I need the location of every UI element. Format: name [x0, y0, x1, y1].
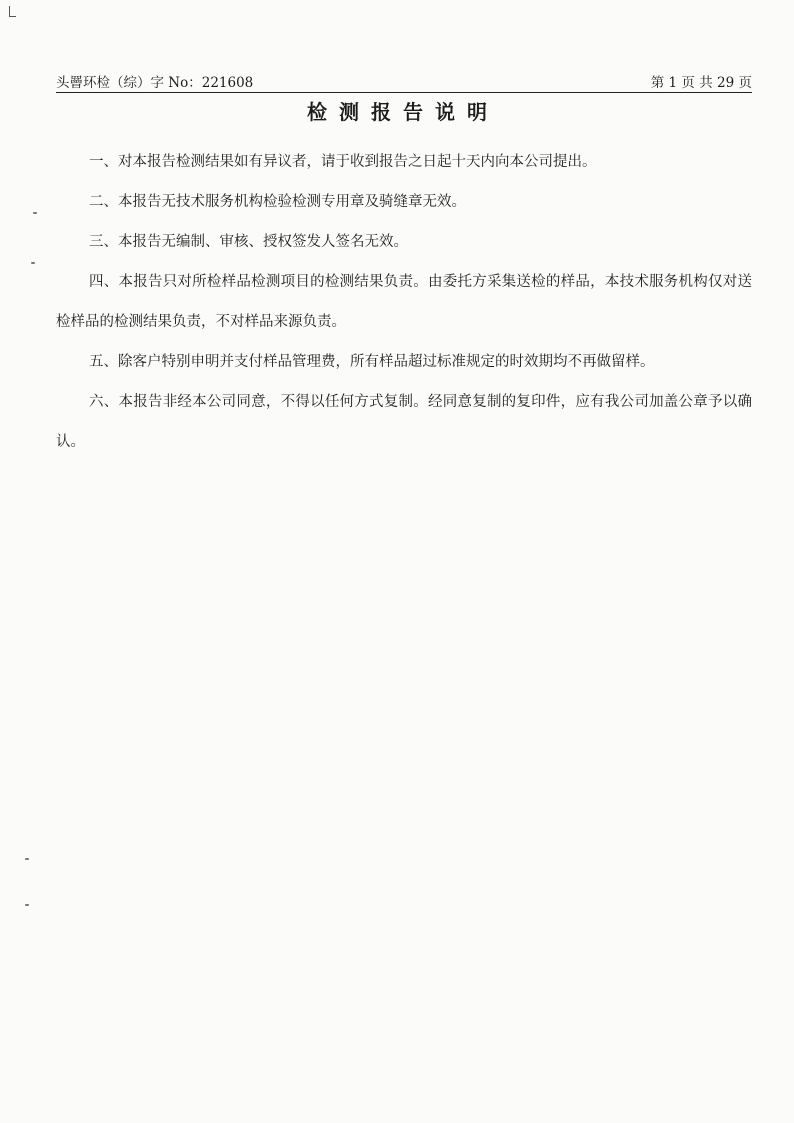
- report-number: 头罾环检（综）字 No：221608: [56, 75, 254, 91]
- scan-corner-mark: [9, 6, 16, 17]
- scan-speck: [31, 262, 35, 264]
- note-paragraph-4: 四、本报告只对所检样品检测项目的检测结果负责。由委托方采集送检的样品，本技术服务机构仅对送检样品的检测结果负责，不对样品来源负责。: [56, 274, 752, 330]
- document-title: 检测报告说明: [307, 100, 499, 124]
- page-header: [56, 72, 752, 93]
- note-paragraph-5: 五、除客户特别申明并支付样品管理费，所有样品超过标准规定的时效期均不再做留样。: [89, 354, 655, 370]
- note-paragraph-1: 一、对本报告检测结果如有异议者，请于收到报告之日起十天内向本公司提出。: [89, 154, 597, 170]
- report-notes: [56, 142, 752, 462]
- note-paragraph-6: 六、本报告非经本公司同意，不得以任何方式复制。经同意复制的复印件，应有我公司加盖公章予以确认。: [56, 394, 752, 450]
- note-paragraph-3: 三、本报告无编制、审核、授权签发人签名无效。: [89, 234, 408, 250]
- page-info: 第 1 页 共 29 页: [650, 75, 752, 91]
- scan-speck: [33, 212, 37, 214]
- scan-speck: [25, 904, 29, 906]
- note-paragraph-2: 二、本报告无技术服务机构检验检测专用章及骑缝章无效。: [89, 194, 466, 210]
- scan-speck: [25, 858, 29, 860]
